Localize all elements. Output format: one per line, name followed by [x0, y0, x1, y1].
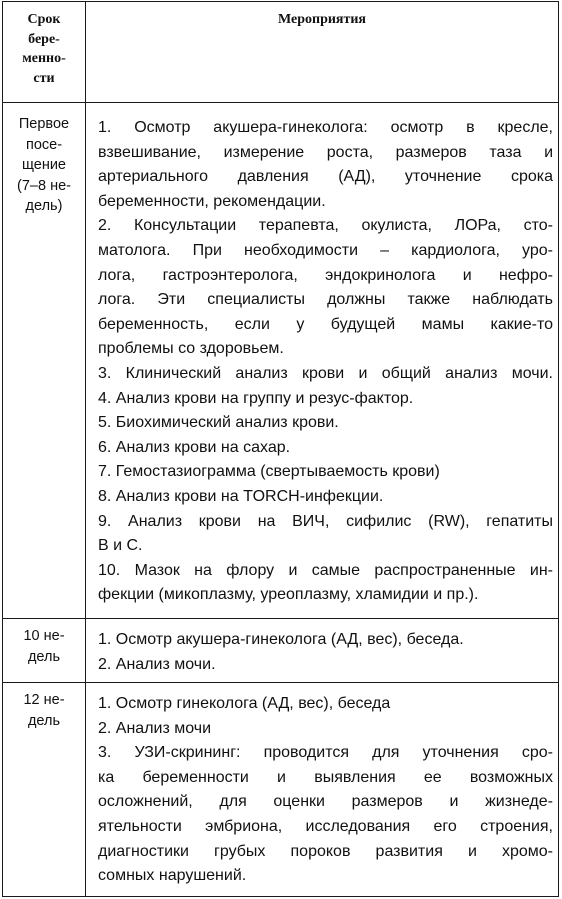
activity-line: проблемы со здоровьем. [98, 340, 284, 358]
header-term-line: бере- [28, 31, 60, 47]
row-3-term [3, 690, 85, 731]
row-1-activities [98, 116, 553, 608]
row-divider-2 [3, 682, 558, 683]
term-line: 10 не- [23, 628, 65, 644]
row-divider-1 [3, 618, 558, 619]
row-2-activities [98, 628, 553, 677]
term-line: (7–8 не- [17, 177, 71, 194]
term-line: Первое [18, 116, 70, 132]
activity-line: беременность, если у будущей мамы какие-то [98, 315, 553, 333]
activity-line: 3. УЗИ-скрининг: проводится для уточнения сро- [98, 744, 553, 762]
activity-line: 3. Клинический анализ крови и общий анализ мочи. [98, 364, 553, 382]
activity-line: 7. Гемостазиограмма (свертываемость крови) [98, 463, 440, 481]
activity-line: 4. Анализ крови на группу и резус-фактор. [98, 389, 414, 407]
activity-line: осложнений, для оценки размеров и жизнеде- [98, 793, 553, 811]
activity-line: 6. Анализ крови на сахар. [98, 438, 291, 456]
activity-line: ятельности эмбриона, исследования его строения, [98, 817, 553, 835]
activity-line: 1. Осмотр акушера-гинеколога (АД, вес), беседа. [98, 631, 464, 648]
activity-line: 2. Анализ мочи. [98, 655, 216, 673]
activity-line: сомных нарушений. [98, 867, 247, 885]
header-term-line: Срок [27, 12, 61, 27]
activity-line: беременности, рекомендации. [98, 192, 326, 210]
activity-line: фекции (микоплазму, уреоплазму, хламидии и пр.). [98, 586, 479, 604]
header-divider [3, 102, 558, 103]
term-line: дель [27, 712, 61, 729]
activity-line: 5. Биохимический анализ крови. [98, 414, 339, 432]
activity-line: артериального давления (АД), уточнение срока [98, 168, 553, 186]
row-1-term [3, 114, 85, 217]
activity-line: 1. Осмотр гинеколога (АД, вес), беседа [98, 695, 391, 712]
header-activities: Мероприятия [277, 12, 367, 27]
row-2-term [3, 626, 85, 667]
term-line: щение [21, 157, 66, 173]
activity-line: лога. Эти специалисты должны также наблюдать [98, 291, 553, 309]
header-term-line: менно- [22, 51, 66, 66]
activity-line: 1. Осмотр акушера-гинеколога: осмотр в кресле, [98, 119, 553, 136]
column-divider [85, 2, 86, 896]
activity-line: 8. Анализ крови на TORCH-инфекции. [98, 487, 384, 505]
activity-line: 10. Мазок на флору и самые распространенные ин- [98, 561, 553, 579]
header-term-line: сти [33, 70, 55, 86]
term-line: дель [27, 648, 61, 665]
activity-line: диагностики грубых пороков развития и хромо- [98, 842, 553, 860]
activity-line: ка беременности и выявления ее возможных [98, 768, 553, 786]
activity-line: лога, гастроэнтеролога, эндокринолога и нефро- [98, 266, 553, 284]
activity-line: В и С. [98, 537, 143, 555]
term-line: 12 не- [23, 692, 65, 708]
activity-line: 2. Консультации терапевта, окулиста, ЛОРа, сто- [98, 217, 553, 235]
activity-line: матолога. При необходимости – кардиолога, уро- [98, 241, 553, 259]
term-line: посе- [25, 136, 63, 153]
header-term [3, 10, 85, 88]
activity-line: 2. Анализ мочи [98, 719, 212, 737]
row-3-activities [98, 692, 553, 889]
activity-line: взвешивание, измерение роста, размеров таза и [98, 143, 553, 161]
term-line: дель) [25, 198, 63, 214]
pregnancy-schedule-table [2, 1, 559, 897]
activity-line: 9. Анализ крови на ВИЧ, сифилис (RW), гепатиты [98, 512, 553, 530]
